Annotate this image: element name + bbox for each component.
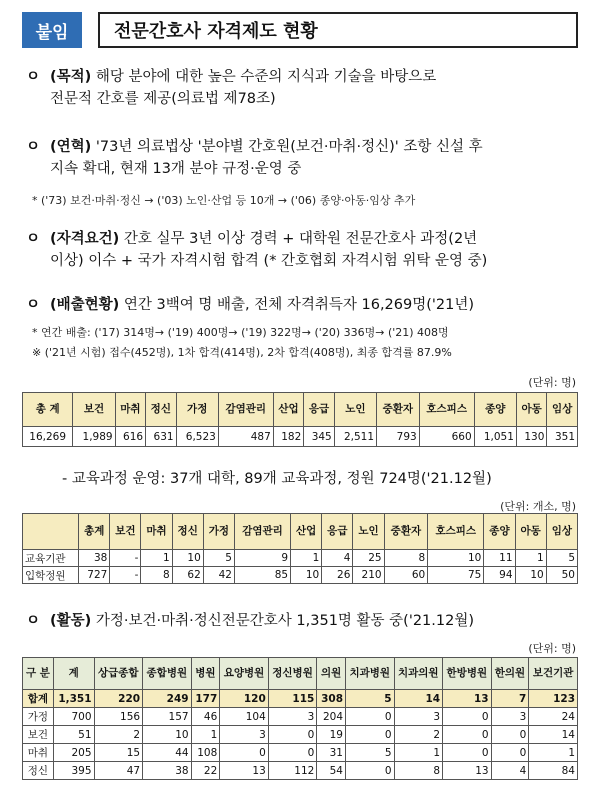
table-header-cell: 임상	[546, 514, 577, 550]
table-cell: 395	[53, 762, 94, 780]
table-header-cell: 가정	[203, 514, 234, 550]
table-header-cell: 노인	[353, 514, 384, 550]
table-cell: 2	[94, 726, 143, 744]
table-cell: 22	[191, 762, 220, 780]
table-cell: 1	[394, 744, 443, 762]
graduates-table	[22, 392, 578, 447]
section-text: 가정·보건·마취·정신전문간호사 1,351명 활동 중('21.12월)	[95, 613, 474, 629]
bullet: ㅇ	[26, 613, 41, 629]
table-row	[23, 550, 578, 567]
table-cell: 4	[322, 550, 353, 567]
table-header-cell: 구 분	[23, 658, 54, 690]
table-header-cell	[23, 514, 79, 550]
table-header-cell: 보건	[110, 514, 141, 550]
table-header-cell: 종양	[474, 393, 516, 427]
table-cell: 156	[94, 708, 143, 726]
table-cell: 130	[516, 427, 546, 447]
table-cell: 8	[384, 550, 428, 567]
table-cell: 123	[529, 690, 578, 708]
table-header-cell: 마취	[115, 393, 145, 427]
table-cell: 1,989	[73, 427, 115, 447]
table-cell: 727	[79, 567, 110, 584]
table-header-cell: 치과병원	[346, 658, 395, 690]
table-cell: 0	[268, 744, 317, 762]
table-cell: -	[110, 550, 141, 567]
table-header-cell: 호스피스	[419, 393, 474, 427]
table-cell: 3	[268, 708, 317, 726]
table-cell: 38	[79, 550, 110, 567]
table-cell: 210	[353, 567, 384, 584]
section-text: 간호 실무 3년 이상 경력 + 대학원 전문간호사 과정(2년	[123, 231, 478, 247]
table-cell: 1	[515, 550, 546, 567]
table-cell: 54	[317, 762, 346, 780]
table-cell: 보건	[23, 726, 54, 744]
table-cell: 10	[291, 567, 322, 584]
table-cell: 0	[346, 726, 395, 744]
section-text-cont: 전문적 간호를 제공(의료법 제78조)	[50, 91, 276, 107]
attachment-tag: 붙임	[22, 12, 82, 48]
table-cell: 345	[304, 427, 334, 447]
table-cell: 가정	[23, 708, 54, 726]
table-cell: 0	[491, 726, 529, 744]
bullet: ㅇ	[26, 139, 41, 155]
table-row	[23, 762, 578, 780]
education-table	[22, 513, 578, 584]
page-header	[22, 12, 578, 48]
table-cell: 120	[220, 690, 269, 708]
table-cell: 204	[317, 708, 346, 726]
table-cell: 8	[394, 762, 443, 780]
qualification-section	[26, 228, 578, 272]
table-header-cell: 중환자	[384, 514, 428, 550]
table-cell: 10	[515, 567, 546, 584]
table-cell: 10	[143, 726, 192, 744]
table-cell: 85	[234, 567, 290, 584]
table-cell: 5	[346, 690, 395, 708]
table-cell: 3	[220, 726, 269, 744]
table-header-cell: 정신	[172, 514, 203, 550]
table-header-cell: 아동	[515, 514, 546, 550]
table-cell: 2,511	[334, 427, 376, 447]
table-cell: 16,269	[23, 427, 73, 447]
table-header-cell: 계	[53, 658, 94, 690]
table-header-cell: 응급	[322, 514, 353, 550]
bullet: ㅇ	[26, 297, 41, 313]
table-cell: 50	[546, 567, 577, 584]
table-header-cell: 병원	[191, 658, 220, 690]
activity-section	[26, 610, 578, 632]
table-cell: 44	[143, 744, 192, 762]
output-note-2: ※ ('21년 시험) 접수(452명), 1차 합격(414명), 2차 합격(408명), 최종 합격률 87.9%	[32, 346, 452, 359]
table-header-cell: 정신병원	[268, 658, 317, 690]
table-cell: 5	[203, 550, 234, 567]
table-cell: 42	[203, 567, 234, 584]
table-cell: 104	[220, 708, 269, 726]
table-cell: 1	[141, 550, 172, 567]
table-cell: 3	[491, 708, 529, 726]
table-header-cell: 한의원	[491, 658, 529, 690]
table-header-cell: 정신	[146, 393, 176, 427]
table-cell: 7	[491, 690, 529, 708]
table3-unit: (단위: 명)	[528, 642, 576, 655]
section-text: 해당 분야에 대한 높은 수준의 지식과 기술을 바탕으로	[95, 69, 437, 85]
table-cell: 1,051	[474, 427, 516, 447]
table-cell: 94	[484, 567, 515, 584]
table-cell: 합계	[23, 690, 54, 708]
table-cell: 14	[529, 726, 578, 744]
table-header-cell: 마취	[141, 514, 172, 550]
table1-unit: (단위: 명)	[528, 376, 576, 389]
section-head: (연혁)	[50, 139, 92, 155]
table-header-cell: 종합병원	[143, 658, 192, 690]
section-text: '73년 의료법상 '분야별 간호원(보건·마취·정신)' 조항 신설 후	[95, 139, 483, 155]
purpose-section	[26, 66, 578, 110]
history-section	[26, 136, 578, 180]
table-header-cell: 요양병원	[220, 658, 269, 690]
table-cell: 47	[94, 762, 143, 780]
output-note-1: * 연간 배출: ('17) 314명→ ('19) 400명→ ('19) 322명→ ('20) 336명→ ('21) 408명	[32, 326, 449, 339]
table-cell: 3	[394, 708, 443, 726]
table-cell: 24	[529, 708, 578, 726]
table-cell: 15	[94, 744, 143, 762]
table-cell: 62	[172, 567, 203, 584]
table-cell: 0	[443, 744, 492, 762]
table-header-cell: 산업	[291, 514, 322, 550]
table-cell: 793	[377, 427, 420, 447]
table-cell: 마취	[23, 744, 54, 762]
table-header-cell: 보건	[73, 393, 115, 427]
table-cell: 249	[143, 690, 192, 708]
table-header-cell: 감염관리	[218, 393, 273, 427]
table-cell: 0	[491, 744, 529, 762]
table-cell: 631	[146, 427, 176, 447]
table-cell: 220	[94, 690, 143, 708]
table-cell: 616	[115, 427, 145, 447]
table-cell: 308	[317, 690, 346, 708]
table-header-cell: 총 계	[23, 393, 73, 427]
table-cell: 0	[220, 744, 269, 762]
table-cell: 108	[191, 744, 220, 762]
table-header-cell: 임상	[547, 393, 578, 427]
table-cell: 1	[529, 744, 578, 762]
table-header-cell: 중환자	[377, 393, 420, 427]
table-cell: 25	[353, 550, 384, 567]
table-header-cell: 노인	[334, 393, 376, 427]
table-cell: 14	[394, 690, 443, 708]
section-text-cont: 지속 확대, 현재 13개 분야 규정·운영 중	[50, 161, 302, 177]
table-cell: 84	[529, 762, 578, 780]
table-cell: 205	[53, 744, 94, 762]
table-cell: 8	[141, 567, 172, 584]
table-header-cell: 상급종합	[94, 658, 143, 690]
table-cell: 31	[317, 744, 346, 762]
table-cell: 157	[143, 708, 192, 726]
table-header-cell: 보건기관	[529, 658, 578, 690]
table-cell: 4	[491, 762, 529, 780]
table-cell: 51	[53, 726, 94, 744]
section-head: (자격요건)	[50, 231, 120, 247]
table-row	[23, 567, 578, 584]
table-header-cell: 종양	[484, 514, 515, 550]
table-cell: 660	[419, 427, 474, 447]
activity-table	[22, 657, 578, 780]
table-header-cell: 치과의원	[394, 658, 443, 690]
table-header-cell: 아동	[516, 393, 546, 427]
table-cell: 0	[346, 708, 395, 726]
table-header-cell: 산업	[273, 393, 303, 427]
table-row	[23, 690, 578, 708]
table-cell: 0	[268, 726, 317, 744]
table-cell: 115	[268, 690, 317, 708]
table-cell: 19	[317, 726, 346, 744]
table-row	[23, 708, 578, 726]
table-header-cell: 응급	[304, 393, 334, 427]
table-cell: 교육기관	[23, 550, 79, 567]
table-cell: 6,523	[176, 427, 218, 447]
table-cell: 13	[443, 762, 492, 780]
table-cell: 10	[428, 550, 484, 567]
table-cell: 정신	[23, 762, 54, 780]
table-header-cell: 감염관리	[234, 514, 290, 550]
bullet: ㅇ	[26, 69, 41, 85]
table-cell: 1	[291, 550, 322, 567]
table-header-cell: 의원	[317, 658, 346, 690]
table-cell: 입학정원	[23, 567, 79, 584]
table2-unit: (단위: 개소, 명)	[500, 500, 576, 513]
table-cell: 487	[218, 427, 273, 447]
table-cell: 5	[346, 744, 395, 762]
table-cell: 60	[384, 567, 428, 584]
education-line: - 교육과정 운영: 37개 대학, 89개 교육과정, 정원 724명('21.12월)	[62, 471, 492, 487]
table-cell: 9	[234, 550, 290, 567]
table-cell: 0	[443, 726, 492, 744]
section-head: (목적)	[50, 69, 92, 85]
table-cell: 182	[273, 427, 303, 447]
table-cell: 46	[191, 708, 220, 726]
table-cell: 13	[443, 690, 492, 708]
table-cell: 1,351	[53, 690, 94, 708]
history-note: * ('73) 보건·마취·정신 → ('03) 노인·산업 등 10개 → ('06) 종양·아동·임상 추가	[32, 194, 416, 207]
table-cell: 112	[268, 762, 317, 780]
table-header-cell: 호스피스	[428, 514, 484, 550]
table-header-cell: 총계	[79, 514, 110, 550]
table-cell: 351	[547, 427, 578, 447]
table-cell: 1	[191, 726, 220, 744]
table-cell: 177	[191, 690, 220, 708]
table-cell: 75	[428, 567, 484, 584]
table-cell: 26	[322, 567, 353, 584]
table-cell: -	[110, 567, 141, 584]
table-header-cell: 가정	[176, 393, 218, 427]
table-row	[23, 726, 578, 744]
table-cell: 38	[143, 762, 192, 780]
table-cell: 700	[53, 708, 94, 726]
table-cell: 0	[443, 708, 492, 726]
section-text-cont: 이상) 이수 + 국가 자격시험 합격 (* 간호협회 자격시험 위탁 운영 중)	[50, 253, 488, 269]
table-cell: 10	[172, 550, 203, 567]
table-cell: 2	[394, 726, 443, 744]
section-head: (배출현황)	[50, 297, 120, 313]
table-cell: 13	[220, 762, 269, 780]
table-cell: 0	[346, 762, 395, 780]
section-head: (활동)	[50, 613, 92, 629]
table-cell: 11	[484, 550, 515, 567]
table-header-cell: 한방병원	[443, 658, 492, 690]
output-section	[26, 294, 578, 316]
table-row	[23, 744, 578, 762]
table-cell: 5	[546, 550, 577, 567]
bullet: ㅇ	[26, 231, 41, 247]
page-title: 전문간호사 자격제도 현황	[98, 12, 578, 48]
section-text: 연간 3백여 명 배출, 전체 자격취득자 16,269명('21년)	[123, 297, 474, 313]
